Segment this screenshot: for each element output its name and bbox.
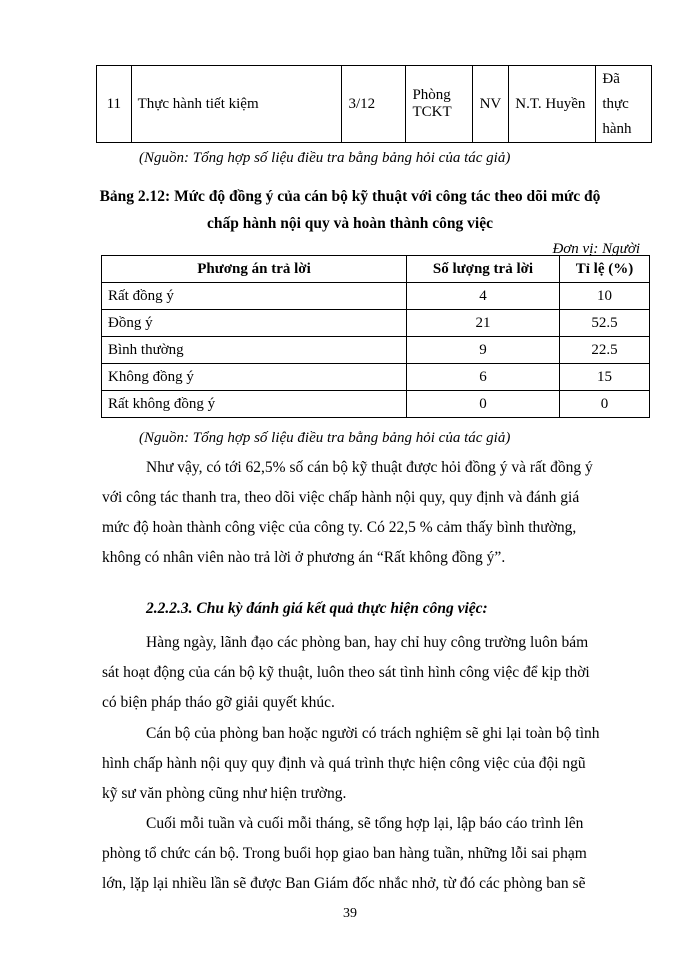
- cell-ratio: 15: [560, 364, 650, 391]
- paragraph-records: [102, 719, 650, 809]
- paragraph-line: với công tác thanh tra, theo dõi việc chấp hành nội quy, quy định và đánh giá: [102, 489, 580, 506]
- table-caption-line2: chấp hành nội quy và hoàn thành công việc: [207, 215, 493, 232]
- cell-option: Đồng ý: [102, 310, 407, 337]
- source-note-1: (Nguồn: Tổng hợp số liệu điều tra bằng bảng hỏi của tác giả): [139, 150, 511, 166]
- cell-count: 6: [407, 364, 560, 391]
- col-header-option: Phương án trả lời: [102, 256, 407, 283]
- paragraph-weekly: [102, 809, 650, 899]
- cell-option: Bình thường: [102, 337, 407, 364]
- paragraph-line: mức độ hoàn thành công việc của công ty. Có 22,5 % cảm thấy bình thường,: [102, 519, 577, 536]
- cell-time: 3/12: [342, 66, 406, 143]
- paragraph-line: không có nhân viên nào trả lời ở phương án “Rất không đồng ý”.: [102, 549, 506, 566]
- cell-ratio: 22.5: [560, 337, 650, 364]
- paragraph-line: phòng tổ chức cán bộ. Trong buổi họp giao ban hàng tuần, những lỗi sai phạm: [102, 845, 587, 862]
- table-agreement: [101, 255, 650, 418]
- table-row: [102, 364, 650, 391]
- paragraph-line: Cán bộ của phòng ban hoặc người có trách nghiệm sẽ ghi lại toàn bộ tình: [146, 725, 600, 742]
- paragraph-line: kỹ sư văn phòng cũng như hiện trường.: [102, 785, 347, 802]
- unit-label: Đơn vị: Người: [552, 241, 640, 257]
- cell-ratio: 0: [560, 391, 650, 418]
- paragraph-summary: [102, 453, 650, 573]
- paragraph-line: lớn, lặp lại nhiều lần sẽ được Ban Giám đốc nhắc nhở, từ đó các phòng ban sẽ: [102, 875, 586, 892]
- page-number: 39: [343, 906, 357, 921]
- cell-ratio: 10: [560, 283, 650, 310]
- cell-stt: 11: [97, 66, 132, 143]
- cell-option: Không đồng ý: [102, 364, 407, 391]
- cell-count: 0: [407, 391, 560, 418]
- table-row: [102, 337, 650, 364]
- col-header-ratio: Tỉ lệ (%): [560, 256, 650, 283]
- cell-content: Thực hành tiết kiệm: [131, 66, 342, 143]
- paragraph-line: Như vậy, có tới 62,5% số cán bộ kỹ thuật được hỏi đồng ý và rất đồng ý: [146, 459, 593, 476]
- paragraph-line: hình chấp hành nội quy quy định và quá trình thực hiện công việc của đội ngũ: [102, 755, 586, 772]
- table-header-row: [102, 256, 650, 283]
- cell-option: Rất không đồng ý: [102, 391, 407, 418]
- col-header-count: Số lượng trả lời: [407, 256, 560, 283]
- cell-ratio: 52.5: [560, 310, 650, 337]
- cell-person: N.T. Huyền: [509, 66, 596, 143]
- cell-count: 21: [407, 310, 560, 337]
- table-row: [102, 283, 650, 310]
- table-activities: [96, 65, 652, 143]
- paragraph-daily: [102, 628, 650, 718]
- cell-count: 4: [407, 283, 560, 310]
- cell-dept: Phòng TCKT: [406, 66, 472, 143]
- cell-role: NV: [472, 66, 509, 143]
- cell-option: Rất đồng ý: [102, 283, 407, 310]
- paragraph-line: Cuối mỗi tuần và cuối mỗi tháng, sẽ tổng hợp lại, lập báo cáo trình lên: [146, 815, 584, 832]
- paragraph-line: có biện pháp tháo gỡ giải quyết khúc.: [102, 694, 335, 711]
- paragraph-line: Hàng ngày, lãnh đạo các phòng ban, hay chỉ huy công trường luôn bám: [146, 634, 589, 651]
- table-row: [102, 391, 650, 418]
- table-caption-line1: Bảng 2.12: Mức độ đồng ý của cán bộ kỹ thuật với công tác theo dõi mức độ: [99, 188, 601, 205]
- source-note-2: (Nguồn: Tổng hợp số liệu điều tra bằng bảng hỏi của tác giả): [139, 430, 511, 446]
- table-row: [102, 310, 650, 337]
- table-row: [97, 66, 652, 143]
- section-heading: 2.2.2.3. Chu kỳ đánh giá kết quả thực hiện công việc:: [146, 600, 488, 617]
- cell-status: Đã thực hành: [596, 66, 652, 143]
- paragraph-line: sát hoạt động của cán bộ kỹ thuật, luôn theo sát tình hình công việc để kịp thời: [102, 664, 590, 681]
- cell-count: 9: [407, 337, 560, 364]
